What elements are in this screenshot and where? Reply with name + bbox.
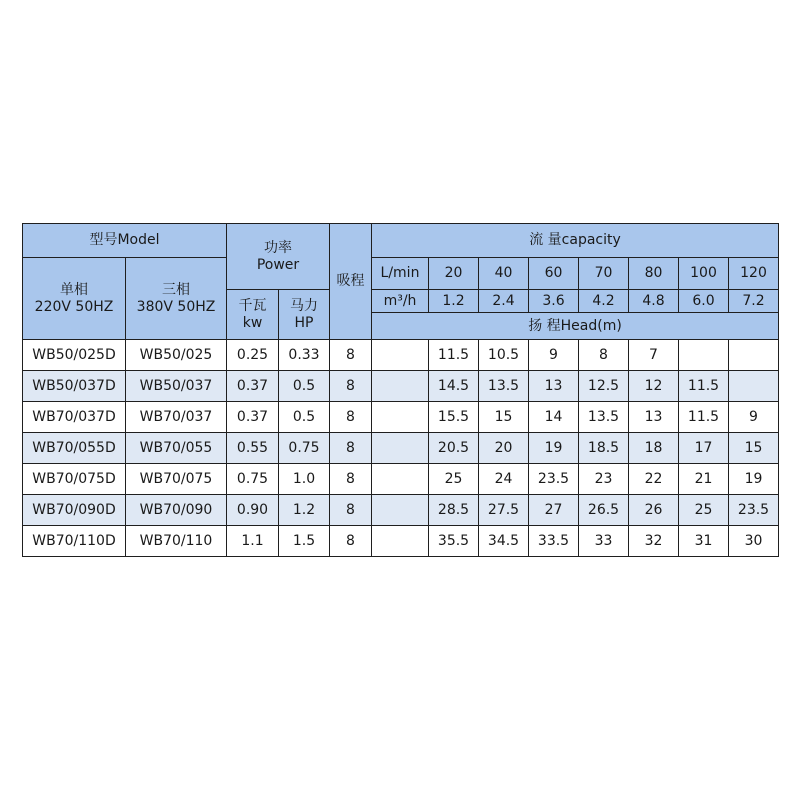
head-cell: 15 (729, 433, 779, 464)
table-body (23, 340, 779, 557)
lmin-label: L/min (372, 258, 429, 290)
head-cell: 18 (629, 433, 679, 464)
lmin-value: 20 (429, 258, 479, 290)
three-phase-spec: 380V 50HZ (136, 298, 216, 315)
three-phase-model-cell: WB70/037 (126, 402, 227, 433)
hp-cell: 0.5 (279, 402, 330, 433)
head-cell: 14.5 (429, 371, 479, 402)
head-cell: 15 (479, 402, 529, 433)
m3h-value: 7.2 (729, 290, 779, 313)
three-phase-model-cell: WB50/037 (126, 371, 227, 402)
head-cell: 13.5 (579, 402, 629, 433)
lmin-value: 100 (679, 258, 729, 290)
head-cell: 23.5 (529, 464, 579, 495)
suction-cell: 8 (330, 371, 372, 402)
lmin-value: 40 (479, 258, 529, 290)
hp-cell: 1.2 (279, 495, 330, 526)
single-phase-label: 单相 (60, 281, 88, 298)
power-en-label: Power (256, 256, 300, 273)
table-row (23, 371, 779, 402)
m3h-value: 1.2 (429, 290, 479, 313)
single-phase-model-cell: WB70/037D (23, 402, 126, 433)
hp-label: HP (294, 314, 314, 331)
hp-cell: 0.33 (279, 340, 330, 371)
head-cell: 21 (679, 464, 729, 495)
head-cell: 27.5 (479, 495, 529, 526)
suction-cell: 8 (330, 433, 372, 464)
head-cell: 35.5 (429, 526, 479, 557)
head-cell: 25 (679, 495, 729, 526)
kw-cell: 0.25 (227, 340, 279, 371)
head-cell: 11.5 (429, 340, 479, 371)
head-cell: 12.5 (579, 371, 629, 402)
power-cn-label: 功率 (264, 239, 292, 256)
head-cell: 26 (629, 495, 679, 526)
suction-cell: 8 (330, 402, 372, 433)
capacity-header: 流 量capacity (372, 224, 779, 258)
head-cell: 13 (629, 402, 679, 433)
head-cell: 23.5 (729, 495, 779, 526)
power-header (227, 224, 330, 290)
m3h-value: 4.8 (629, 290, 679, 313)
table-row (23, 340, 779, 371)
head-cell: 15.5 (429, 402, 479, 433)
three-phase-model-cell: WB50/025 (126, 340, 227, 371)
head-cell: 33.5 (529, 526, 579, 557)
head-cell: 18.5 (579, 433, 629, 464)
single-phase-model-cell: WB70/055D (23, 433, 126, 464)
head-cell: 9 (729, 402, 779, 433)
head-cell: 12 (629, 371, 679, 402)
blank-cell (372, 464, 429, 495)
head-cell: 24 (479, 464, 529, 495)
kw-cell: 0.90 (227, 495, 279, 526)
blank-cell (372, 495, 429, 526)
head-cell: 31 (679, 526, 729, 557)
head-cell: 25 (429, 464, 479, 495)
head-cell: 11.5 (679, 402, 729, 433)
single-phase-model-cell: WB70/075D (23, 464, 126, 495)
kw-cell: 0.37 (227, 402, 279, 433)
head-cell: 33 (579, 526, 629, 557)
head-cell: 23 (579, 464, 629, 495)
single-phase-model-cell: WB70/110D (23, 526, 126, 557)
head-cell: 10.5 (479, 340, 529, 371)
head-cell (729, 371, 779, 402)
suction-cell: 8 (330, 526, 372, 557)
head-cell: 22 (629, 464, 679, 495)
kw-cell: 0.55 (227, 433, 279, 464)
head-cell: 19 (529, 433, 579, 464)
head-cell: 30 (729, 526, 779, 557)
head-cell: 17 (679, 433, 729, 464)
head-cell: 13.5 (479, 371, 529, 402)
head-cell: 8 (579, 340, 629, 371)
m3h-label: m³/h (372, 290, 429, 313)
head-cell: 34.5 (479, 526, 529, 557)
single-phase-spec: 220V 50HZ (34, 298, 114, 315)
single-phase-model-cell: WB70/090D (23, 495, 126, 526)
suction-cell: 8 (330, 464, 372, 495)
head-cell: 27 (529, 495, 579, 526)
three-phase-label: 三相 (162, 281, 190, 298)
single-phase-header (23, 258, 126, 340)
three-phase-model-cell: WB70/110 (126, 526, 227, 557)
suction-cell: 8 (330, 495, 372, 526)
table-row (23, 495, 779, 526)
kw-label: kw (242, 314, 263, 331)
kw-cell: 0.75 (227, 464, 279, 495)
head-header: 扬 程Head(m) (372, 313, 779, 340)
head-cell: 32 (629, 526, 679, 557)
head-cell: 13 (529, 371, 579, 402)
suction-header: 吸程 (330, 224, 372, 340)
table-row (23, 433, 779, 464)
head-cell: 28.5 (429, 495, 479, 526)
kw-cell: 0.37 (227, 371, 279, 402)
model-header: 型号Model (23, 224, 227, 258)
lmin-value: 120 (729, 258, 779, 290)
lmin-value: 80 (629, 258, 679, 290)
head-cell: 19 (729, 464, 779, 495)
three-phase-model-cell: WB70/055 (126, 433, 227, 464)
lmin-value: 70 (579, 258, 629, 290)
head-cell (729, 340, 779, 371)
table-row (23, 526, 779, 557)
head-cell: 11.5 (679, 371, 729, 402)
blank-cell (372, 340, 429, 371)
m3h-value: 2.4 (479, 290, 529, 313)
blank-cell (372, 526, 429, 557)
single-phase-model-cell: WB50/025D (23, 340, 126, 371)
hp-cell: 0.75 (279, 433, 330, 464)
table-row (23, 402, 779, 433)
hp-cell: 0.5 (279, 371, 330, 402)
head-cell: 7 (629, 340, 679, 371)
blank-cell (372, 402, 429, 433)
hp-cell: 1.5 (279, 526, 330, 557)
three-phase-model-cell: WB70/075 (126, 464, 227, 495)
m3h-value: 4.2 (579, 290, 629, 313)
m3h-value: 6.0 (679, 290, 729, 313)
kw-cell: 1.1 (227, 526, 279, 557)
table-row (23, 464, 779, 495)
head-cell (679, 340, 729, 371)
three-phase-header (126, 258, 227, 340)
head-cell: 26.5 (579, 495, 629, 526)
hp-cell: 1.0 (279, 464, 330, 495)
kw-cn-label: 千瓦 (238, 297, 267, 314)
blank-cell (372, 371, 429, 402)
head-cell: 20 (479, 433, 529, 464)
single-phase-model-cell: WB50/037D (23, 371, 126, 402)
pump-spec-table (22, 223, 779, 557)
kw-header (227, 290, 279, 340)
head-cell: 14 (529, 402, 579, 433)
three-phase-model-cell: WB70/090 (126, 495, 227, 526)
hp-header (279, 290, 330, 340)
lmin-value: 60 (529, 258, 579, 290)
head-cell: 9 (529, 340, 579, 371)
hp-cn-label: 马力 (290, 297, 318, 314)
head-cell: 20.5 (429, 433, 479, 464)
suction-cell: 8 (330, 340, 372, 371)
m3h-value: 3.6 (529, 290, 579, 313)
blank-cell (372, 433, 429, 464)
